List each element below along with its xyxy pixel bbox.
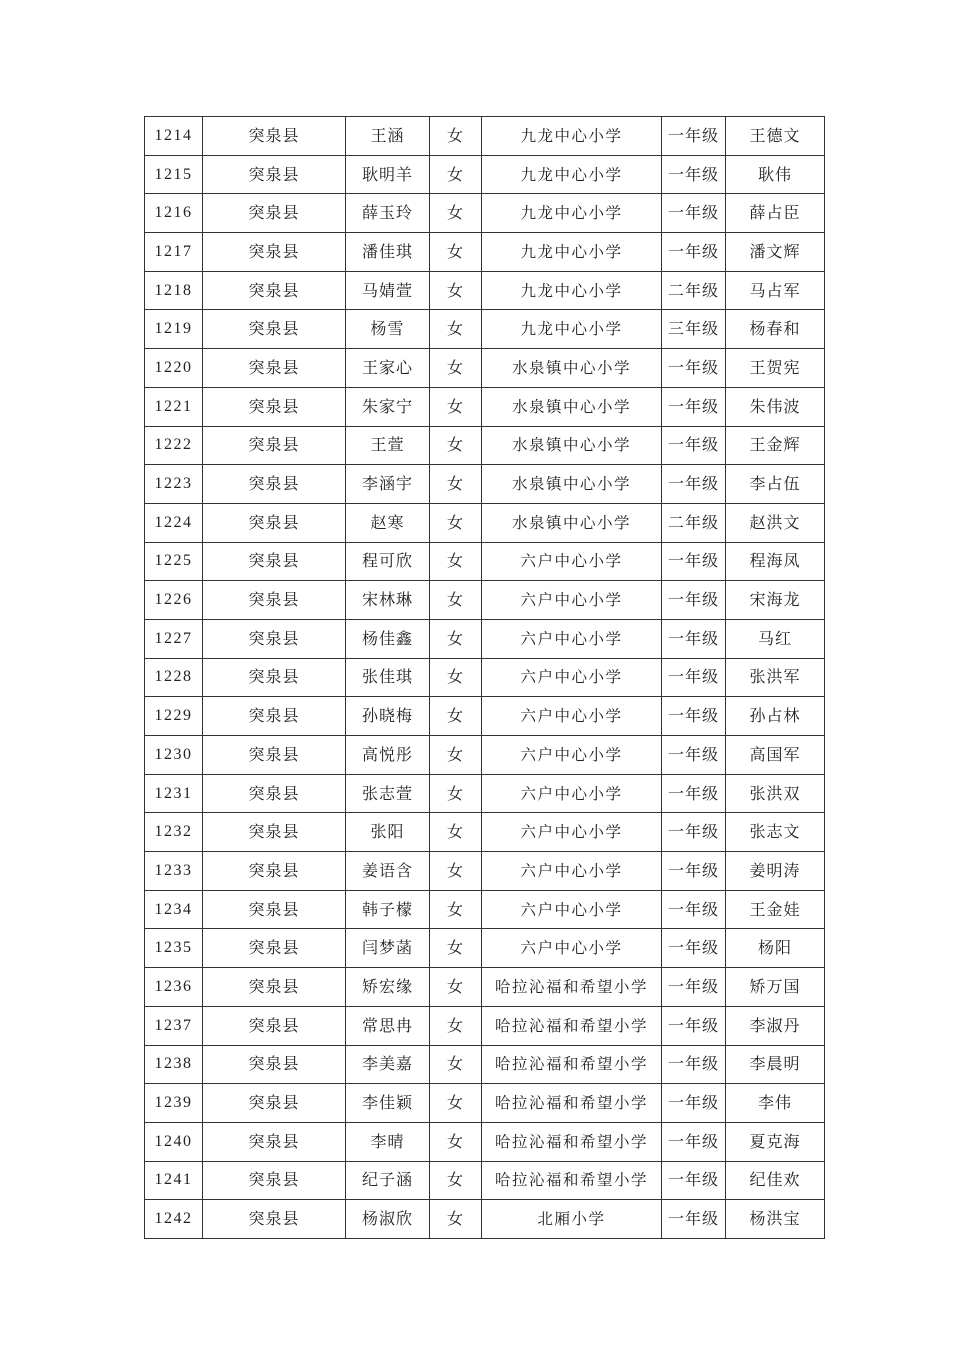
cell-guardian: 张洪双 [726,774,825,813]
cell-grade: 三年级 [662,310,726,349]
cell-county: 突泉县 [203,465,346,504]
cell-number: 1217 [145,233,203,272]
table-row [145,1200,825,1239]
table-row [145,813,825,852]
table-row [145,155,825,194]
cell-student-name: 韩子檬 [346,890,430,929]
cell-gender: 女 [430,465,482,504]
cell-student-name: 程可欣 [346,542,430,581]
cell-student-name: 杨佳鑫 [346,619,430,658]
cell-number: 1225 [145,542,203,581]
cell-gender: 女 [430,1006,482,1045]
cell-county: 突泉县 [203,968,346,1007]
cell-grade: 一年级 [662,349,726,388]
table-row [145,852,825,891]
cell-school: 六户中心小学 [482,852,662,891]
cell-grade: 一年级 [662,117,726,156]
cell-grade: 一年级 [662,852,726,891]
cell-gender: 女 [430,426,482,465]
cell-number: 1228 [145,658,203,697]
table-row [145,968,825,1007]
cell-gender: 女 [430,658,482,697]
cell-county: 突泉县 [203,658,346,697]
cell-grade: 一年级 [662,387,726,426]
cell-school: 哈拉沁福和希望小学 [482,1161,662,1200]
cell-grade: 一年级 [662,465,726,504]
cell-grade: 一年级 [662,233,726,272]
cell-school: 九龙中心小学 [482,310,662,349]
cell-guardian: 马占军 [726,271,825,310]
cell-student-name: 杨淑欣 [346,1200,430,1239]
cell-gender: 女 [430,117,482,156]
table-row [145,271,825,310]
cell-guardian: 矫万国 [726,968,825,1007]
cell-grade: 一年级 [662,697,726,736]
cell-guardian: 姜明涛 [726,852,825,891]
cell-student-name: 李涵宇 [346,465,430,504]
cell-gender: 女 [430,387,482,426]
cell-county: 突泉县 [203,1006,346,1045]
cell-student-name: 杨雪 [346,310,430,349]
cell-student-name: 潘佳琪 [346,233,430,272]
cell-student-name: 闫梦菡 [346,929,430,968]
cell-number: 1215 [145,155,203,194]
cell-county: 突泉县 [203,1200,346,1239]
cell-gender: 女 [430,271,482,310]
cell-student-name: 李美嘉 [346,1045,430,1084]
cell-number: 1221 [145,387,203,426]
cell-grade: 一年级 [662,1200,726,1239]
cell-county: 突泉县 [203,1122,346,1161]
cell-county: 突泉县 [203,1161,346,1200]
cell-gender: 女 [430,1045,482,1084]
cell-guardian: 李占伍 [726,465,825,504]
cell-school: 六户中心小学 [482,581,662,620]
cell-student-name: 张志萱 [346,774,430,813]
cell-guardian: 王金娃 [726,890,825,929]
cell-number: 1239 [145,1084,203,1123]
cell-number: 1238 [145,1045,203,1084]
cell-county: 突泉县 [203,194,346,233]
cell-gender: 女 [430,968,482,1007]
table-row [145,890,825,929]
cell-county: 突泉县 [203,1084,346,1123]
cell-student-name: 姜语含 [346,852,430,891]
table-row [145,1122,825,1161]
cell-school: 六户中心小学 [482,774,662,813]
cell-number: 1242 [145,1200,203,1239]
cell-gender: 女 [430,1200,482,1239]
cell-guardian: 王德文 [726,117,825,156]
cell-guardian: 夏克海 [726,1122,825,1161]
cell-county: 突泉县 [203,581,346,620]
cell-school: 六户中心小学 [482,890,662,929]
cell-number: 1216 [145,194,203,233]
cell-grade: 一年级 [662,542,726,581]
student-roster-table [144,116,825,1239]
cell-number: 1219 [145,310,203,349]
cell-number: 1226 [145,581,203,620]
cell-student-name: 张佳琪 [346,658,430,697]
cell-county: 突泉县 [203,271,346,310]
cell-number: 1234 [145,890,203,929]
cell-county: 突泉县 [203,503,346,542]
cell-number: 1230 [145,736,203,775]
cell-school: 六户中心小学 [482,813,662,852]
cell-number: 1227 [145,619,203,658]
cell-gender: 女 [430,890,482,929]
cell-guardian: 潘文辉 [726,233,825,272]
cell-school: 九龙中心小学 [482,194,662,233]
cell-county: 突泉县 [203,155,346,194]
cell-grade: 一年级 [662,929,726,968]
cell-county: 突泉县 [203,929,346,968]
cell-number: 1236 [145,968,203,1007]
cell-grade: 一年级 [662,426,726,465]
cell-gender: 女 [430,929,482,968]
cell-school: 六户中心小学 [482,736,662,775]
table-row [145,619,825,658]
table-row [145,658,825,697]
cell-county: 突泉县 [203,774,346,813]
cell-student-name: 常思冉 [346,1006,430,1045]
table-row [145,581,825,620]
cell-county: 突泉县 [203,387,346,426]
cell-school: 六户中心小学 [482,542,662,581]
cell-school: 哈拉沁福和希望小学 [482,968,662,1007]
cell-gender: 女 [430,774,482,813]
cell-gender: 女 [430,697,482,736]
cell-grade: 一年级 [662,1161,726,1200]
cell-county: 突泉县 [203,852,346,891]
table-row [145,1045,825,1084]
cell-school: 九龙中心小学 [482,117,662,156]
cell-grade: 一年级 [662,774,726,813]
cell-school: 水泉镇中心小学 [482,426,662,465]
cell-gender: 女 [430,1084,482,1123]
cell-school: 水泉镇中心小学 [482,387,662,426]
cell-school: 九龙中心小学 [482,155,662,194]
cell-number: 1235 [145,929,203,968]
cell-guardian: 程海凤 [726,542,825,581]
cell-guardian: 马红 [726,619,825,658]
table-row [145,465,825,504]
table-row [145,233,825,272]
table-row [145,349,825,388]
cell-number: 1214 [145,117,203,156]
cell-county: 突泉县 [203,542,346,581]
cell-school: 六户中心小学 [482,697,662,736]
cell-grade: 一年级 [662,736,726,775]
cell-grade: 一年级 [662,1084,726,1123]
cell-grade: 一年级 [662,1006,726,1045]
cell-gender: 女 [430,1161,482,1200]
cell-grade: 一年级 [662,813,726,852]
cell-number: 1233 [145,852,203,891]
cell-guardian: 高国军 [726,736,825,775]
cell-county: 突泉县 [203,619,346,658]
cell-student-name: 高悦彤 [346,736,430,775]
cell-student-name: 王家心 [346,349,430,388]
table-row [145,1084,825,1123]
cell-grade: 一年级 [662,619,726,658]
cell-school: 九龙中心小学 [482,233,662,272]
cell-number: 1229 [145,697,203,736]
cell-guardian: 纪佳欢 [726,1161,825,1200]
cell-grade: 一年级 [662,658,726,697]
cell-county: 突泉县 [203,349,346,388]
cell-gender: 女 [430,155,482,194]
cell-grade: 一年级 [662,890,726,929]
cell-student-name: 朱家宁 [346,387,430,426]
cell-guardian: 赵洪文 [726,503,825,542]
table-row [145,774,825,813]
cell-grade: 一年级 [662,1122,726,1161]
cell-guardian: 薛占臣 [726,194,825,233]
cell-student-name: 赵寒 [346,503,430,542]
cell-student-name: 李佳颖 [346,1084,430,1123]
table-row [145,1006,825,1045]
cell-grade: 一年级 [662,581,726,620]
cell-student-name: 矫宏缘 [346,968,430,1007]
table-row [145,503,825,542]
cell-guardian: 王贺宪 [726,349,825,388]
table-row [145,194,825,233]
cell-gender: 女 [430,503,482,542]
cell-county: 突泉县 [203,890,346,929]
cell-county: 突泉县 [203,117,346,156]
cell-guardian: 张志文 [726,813,825,852]
cell-gender: 女 [430,349,482,388]
cell-school: 六户中心小学 [482,929,662,968]
table-row [145,310,825,349]
cell-student-name: 张阳 [346,813,430,852]
cell-grade: 一年级 [662,155,726,194]
cell-school: 水泉镇中心小学 [482,465,662,504]
cell-student-name: 耿明羊 [346,155,430,194]
cell-gender: 女 [430,619,482,658]
cell-gender: 女 [430,310,482,349]
cell-school: 水泉镇中心小学 [482,503,662,542]
table-row [145,697,825,736]
cell-school: 六户中心小学 [482,619,662,658]
cell-number: 1231 [145,774,203,813]
cell-school: 北厢小学 [482,1200,662,1239]
cell-guardian: 李伟 [726,1084,825,1123]
table-row [145,736,825,775]
cell-school: 哈拉沁福和希望小学 [482,1045,662,1084]
cell-grade: 一年级 [662,1045,726,1084]
cell-number: 1240 [145,1122,203,1161]
cell-county: 突泉县 [203,736,346,775]
cell-school: 哈拉沁福和希望小学 [482,1122,662,1161]
cell-grade: 一年级 [662,194,726,233]
cell-gender: 女 [430,1122,482,1161]
cell-student-name: 宋林琳 [346,581,430,620]
cell-number: 1232 [145,813,203,852]
cell-student-name: 孙晓梅 [346,697,430,736]
cell-number: 1224 [145,503,203,542]
cell-number: 1223 [145,465,203,504]
cell-guardian: 李晨明 [726,1045,825,1084]
cell-grade: 二年级 [662,271,726,310]
cell-number: 1220 [145,349,203,388]
cell-guardian: 李淑丹 [726,1006,825,1045]
cell-number: 1241 [145,1161,203,1200]
cell-gender: 女 [430,194,482,233]
table-row [145,117,825,156]
cell-grade: 二年级 [662,503,726,542]
cell-gender: 女 [430,542,482,581]
table-row [145,426,825,465]
cell-county: 突泉县 [203,1045,346,1084]
table-row [145,1161,825,1200]
cell-county: 突泉县 [203,310,346,349]
cell-guardian: 杨洪宝 [726,1200,825,1239]
cell-number: 1218 [145,271,203,310]
cell-school: 九龙中心小学 [482,271,662,310]
roster-body [145,117,825,1239]
cell-county: 突泉县 [203,813,346,852]
cell-student-name: 薛玉玲 [346,194,430,233]
table-row [145,542,825,581]
cell-county: 突泉县 [203,426,346,465]
cell-school: 哈拉沁福和希望小学 [482,1084,662,1123]
cell-school: 六户中心小学 [482,658,662,697]
cell-gender: 女 [430,233,482,272]
cell-gender: 女 [430,581,482,620]
cell-gender: 女 [430,736,482,775]
cell-number: 1237 [145,1006,203,1045]
cell-guardian: 宋海龙 [726,581,825,620]
cell-county: 突泉县 [203,233,346,272]
cell-gender: 女 [430,813,482,852]
cell-school: 水泉镇中心小学 [482,349,662,388]
table-row [145,929,825,968]
cell-county: 突泉县 [203,697,346,736]
cell-student-name: 纪子涵 [346,1161,430,1200]
cell-guardian: 耿伟 [726,155,825,194]
cell-student-name: 马婧萱 [346,271,430,310]
cell-grade: 一年级 [662,968,726,1007]
cell-guardian: 孙占林 [726,697,825,736]
cell-school: 哈拉沁福和希望小学 [482,1006,662,1045]
table-row [145,387,825,426]
cell-student-name: 王萱 [346,426,430,465]
cell-number: 1222 [145,426,203,465]
cell-student-name: 王涵 [346,117,430,156]
cell-gender: 女 [430,852,482,891]
cell-guardian: 杨春和 [726,310,825,349]
cell-student-name: 李晴 [346,1122,430,1161]
cell-guardian: 王金辉 [726,426,825,465]
cell-guardian: 朱伟波 [726,387,825,426]
cell-guardian: 杨阳 [726,929,825,968]
cell-guardian: 张洪军 [726,658,825,697]
